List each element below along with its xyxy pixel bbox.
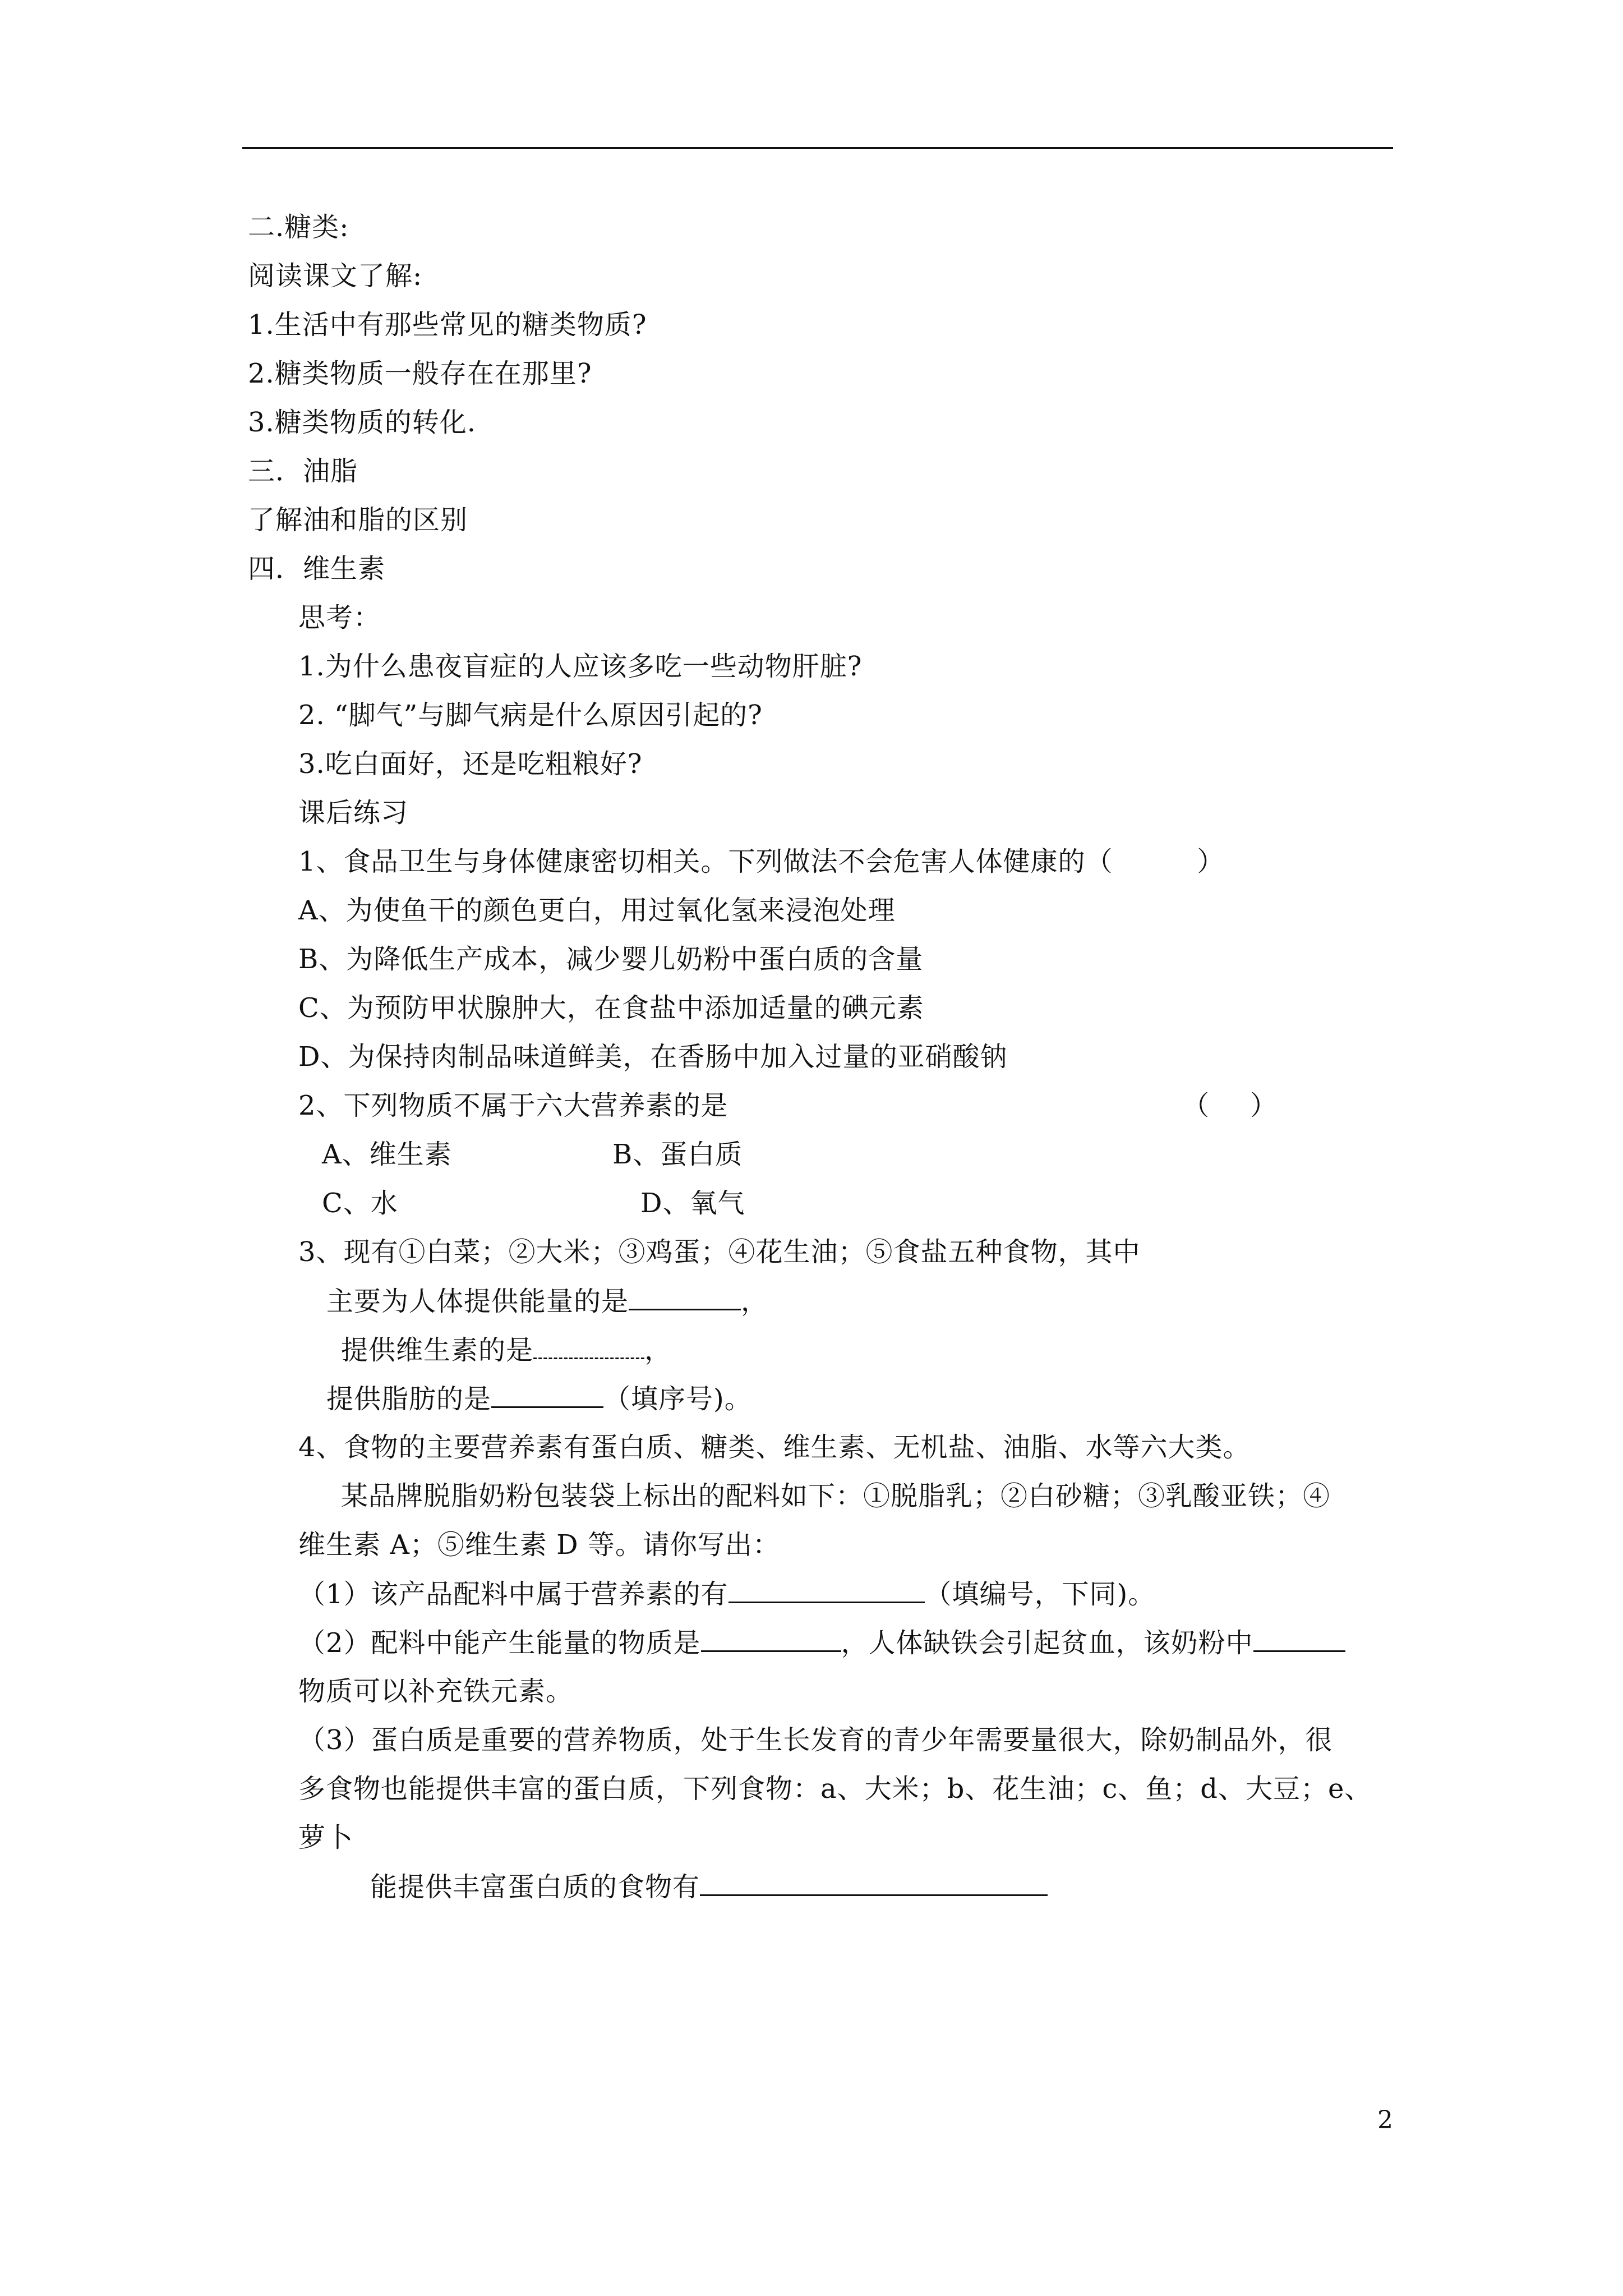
section-3-text: 了解油和脂的区别	[248, 504, 468, 536]
answer-blank[interactable]	[629, 1284, 741, 1310]
section-2-intro: 阅读课文了解:	[248, 260, 423, 292]
answer-blank[interactable]	[701, 1626, 841, 1652]
section-2-question-3: 3.糖类物质的转化.	[248, 407, 477, 438]
exercise-q4-subquestion-3-line-3: 萝卜	[298, 1822, 354, 1853]
exercise-q2-stem: 2、下列物质不属于六大营养素的是	[298, 1090, 728, 1121]
exercise-q1-stem	[298, 845, 1225, 878]
exercise-q2-option-b: B、蛋白质	[612, 1139, 743, 1170]
answer-blank[interactable]	[700, 1870, 1048, 1896]
exercise-q3-fat-tail: （填序号)。	[603, 1383, 752, 1415]
exercise-q4-subquestion-2-end: 物质可以补充铁元素。	[298, 1676, 574, 1707]
exercise-q2-answer-parens	[1182, 1089, 1278, 1122]
exercise-q4-stem: 4、食物的主要营养素有蛋白质、糖类、维生素、无机盐、油脂、水等六大类。	[298, 1432, 1251, 1463]
exercise-q1-option-c: C、为预防甲状腺肿大，在食盐中添加适量的碘元素	[298, 992, 924, 1024]
exercise-q4-subquestion-2	[298, 1626, 1345, 1660]
answer-blank[interactable]	[533, 1333, 644, 1359]
section-3-title: 三．油脂	[248, 455, 358, 487]
answer-blank[interactable]	[1253, 1626, 1345, 1652]
exercise-q1-option-b: B、为降低生产成本，减少婴儿奶粉中蛋白质的含量	[298, 944, 924, 975]
section-2-title: 二.糖类:	[248, 211, 349, 243]
exercise-q3-vitamin	[341, 1333, 672, 1367]
exercise-q4-s1-text: （1）该产品配料中属于营养素的有	[298, 1579, 728, 1610]
exercise-q3-fat-label: 提供脂肪的是	[326, 1383, 492, 1415]
exercise-q3-energy	[326, 1284, 768, 1318]
exercise-q2-option-c: C、水	[322, 1188, 398, 1219]
section-4-think-label: 思考：	[298, 602, 381, 633]
exercise-q4-subquestion-3-line-1: （3）蛋白质是重要的营养物质，处于生长发育的青少年需要量很大，除奶制品外，很	[298, 1724, 1333, 1756]
section-2-question-1: 1.生活中有那些常见的糖类物质?	[248, 309, 647, 341]
exercise-q2-option-d: D、氧气	[640, 1188, 745, 1219]
exercise-q2-option-a: A、维生素	[322, 1139, 452, 1170]
exercise-q2-open-paren: （	[1182, 1090, 1210, 1121]
exercise-q4-subquestion-3-line-2: 多食物也能提供丰富的蛋白质，下列食物：a、大米；b、花生油；c、鱼；d、大豆；e、	[298, 1773, 1372, 1805]
section-2-question-2: 2.糖类物质一般存在在那里?	[248, 358, 592, 389]
exercise-q1-option-d: D、为保持肉制品味道鲜美，在香肠中加入过量的亚硝酸钠	[298, 1041, 1008, 1073]
section-4-title: 四．维生素	[248, 553, 386, 585]
exercise-q3-fat	[326, 1382, 752, 1416]
exercise-q4-paragraph-2: 维生素 A；⑤维生素 D 等。请你写出：	[298, 1529, 780, 1561]
exercise-q4-paragraph-1: 某品牌脱脂奶粉包装袋上标出的配料如下：①脱脂乳；②白砂糖；③乳酸亚铁；④	[341, 1480, 1331, 1512]
exercise-q2-close-paren: ）	[1250, 1090, 1278, 1121]
answer-blank[interactable]	[491, 1382, 603, 1408]
exercise-q3-energy-tail: ，	[741, 1286, 769, 1317]
exercise-q4-s3-answer-label: 能提供丰富蛋白质的食物有	[370, 1871, 700, 1903]
exercise-title: 课后练习	[298, 797, 409, 829]
exercise-q4-s1-tail: （填编号，下同)。	[924, 1579, 1156, 1610]
answer-blank[interactable]	[728, 1577, 925, 1603]
exercise-q3-energy-label: 主要为人体提供能量的是	[326, 1286, 629, 1317]
header-rule	[242, 147, 1393, 149]
exercise-q3-vitamin-label: 提供维生素的是	[341, 1335, 534, 1366]
section-4-question-2: 2. “脚气”与脚气病是什么原因引起的?	[298, 700, 763, 731]
exercise-q1-option-a: A、为使鱼干的颜色更白，用过氧化氢来浸泡处理	[298, 895, 896, 926]
exercise-q1-stem-text: 1、食品卫生与身体健康密切相关。下列做法不会危害人体健康的（	[298, 846, 1113, 877]
exercise-q4-subquestion-1	[298, 1577, 1155, 1611]
exercise-q4-s2-text: （2）配料中能产生能量的物质是	[298, 1627, 701, 1659]
exercise-q4-subquestion-3-answer	[370, 1870, 1048, 1904]
exercise-q4-s2-mid: ，人体缺铁会引起贫血，该奶粉中	[841, 1627, 1253, 1659]
section-4-question-1: 1.为什么患夜盲症的人应该多吃一些动物肝脏?	[298, 651, 863, 682]
section-4-question-3: 3.吃白面好，还是吃粗粮好?	[298, 748, 643, 780]
exercise-q1-close-paren: ）	[1197, 846, 1225, 877]
exercise-q3-stem: 3、现有①白菜；②大米；③鸡蛋；④花生油；⑤食盐五种食物，其中	[298, 1236, 1141, 1268]
exercise-q3-vitamin-tail: ，	[644, 1335, 672, 1366]
page-number: 2	[1377, 2106, 1393, 2134]
